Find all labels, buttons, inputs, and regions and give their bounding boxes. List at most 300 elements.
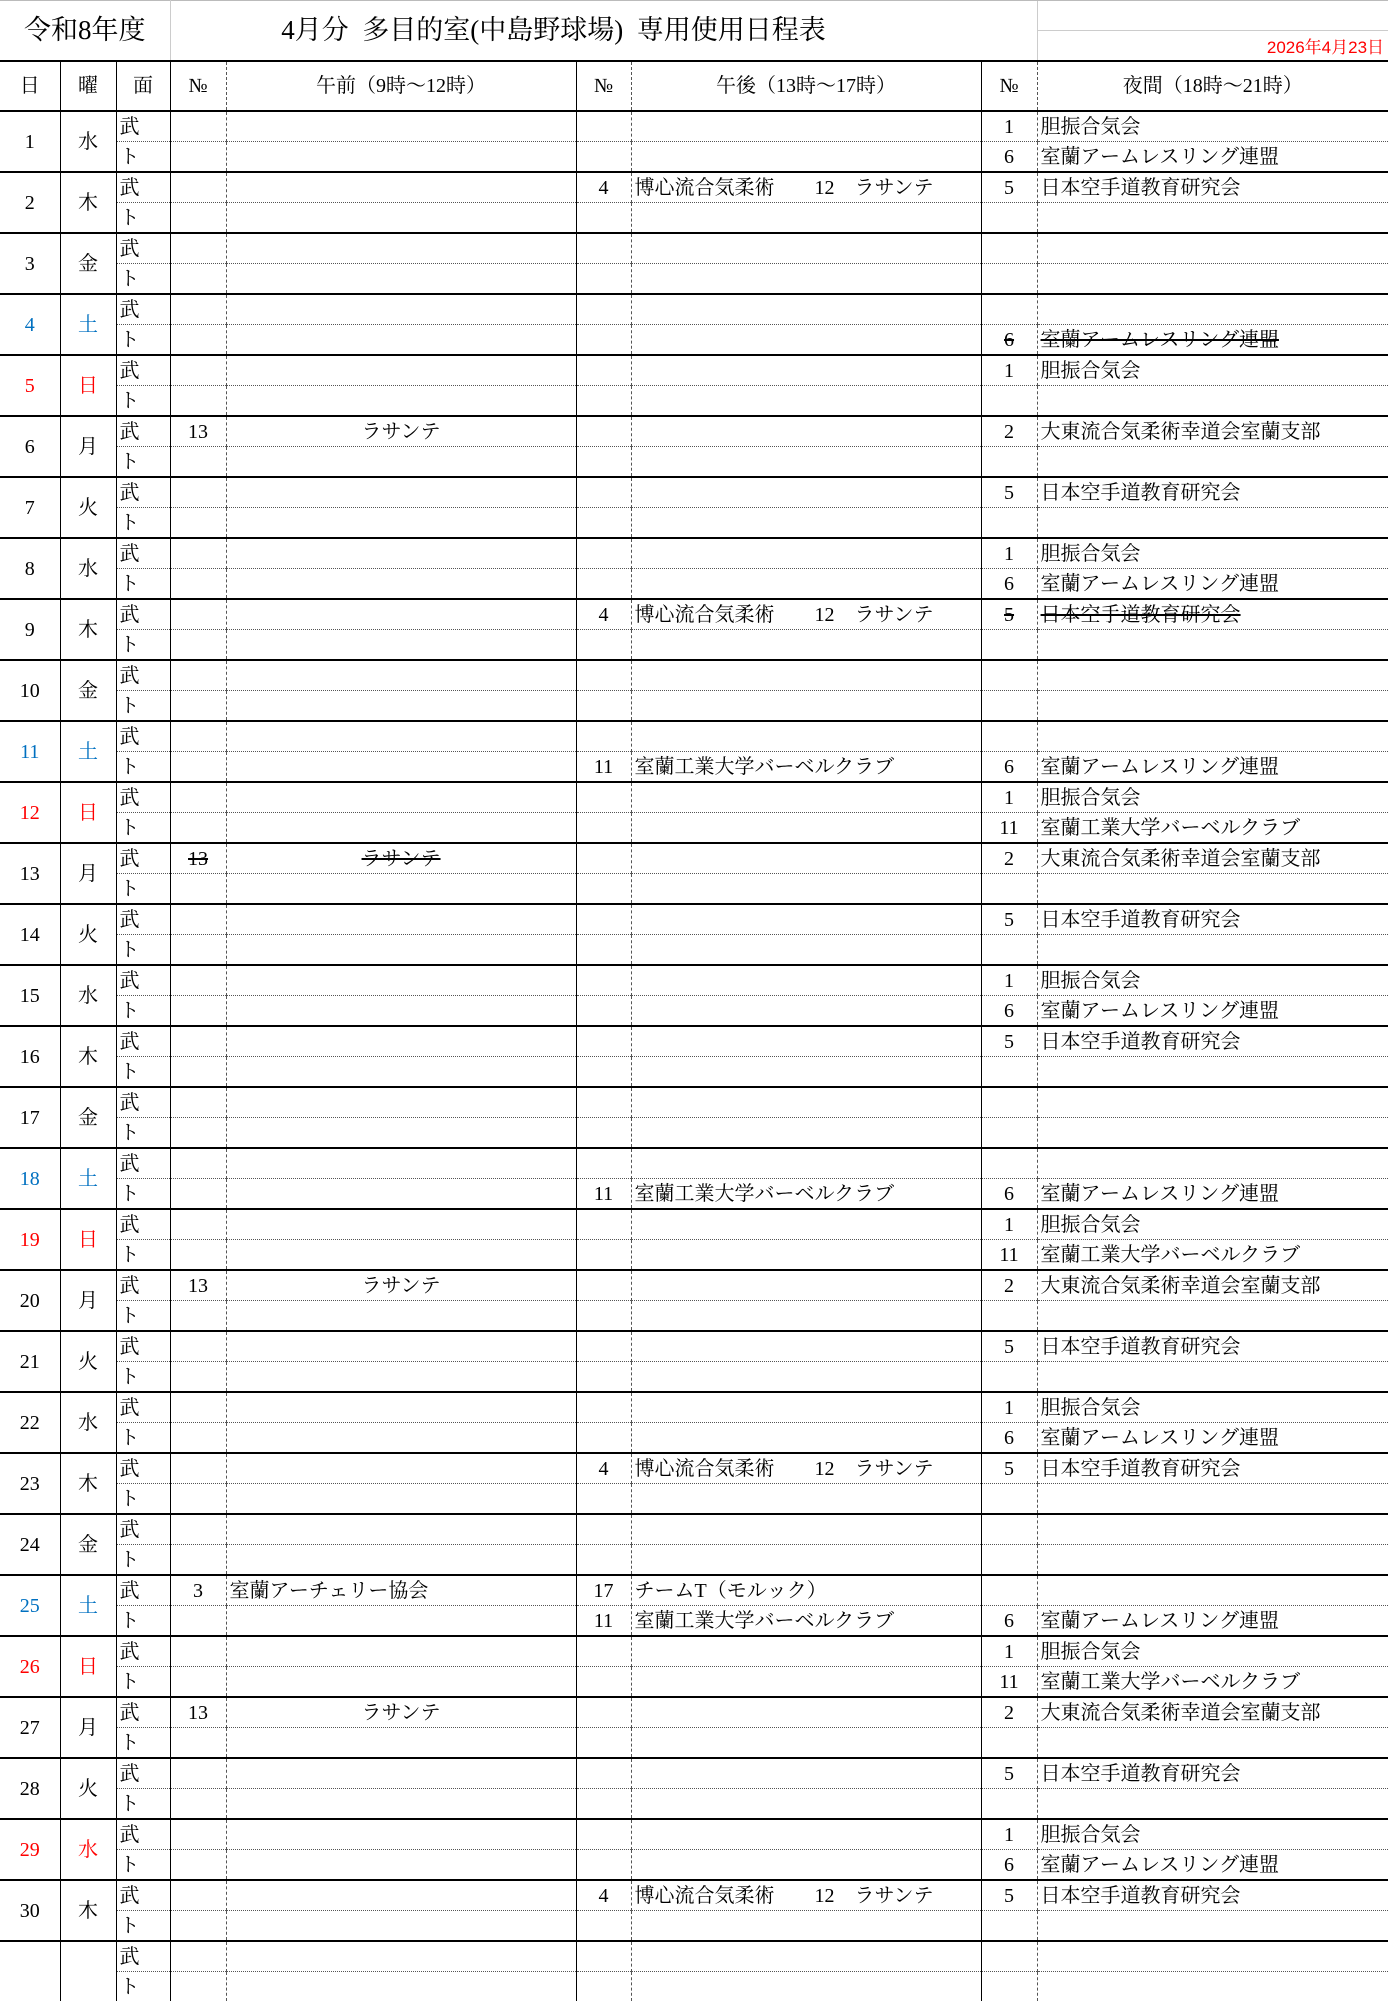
night-no [981,1789,1037,1820]
surface-label: 武 [116,416,170,447]
am-no [170,1667,226,1698]
surface-label: 武 [116,172,170,203]
pm-booking [631,935,981,966]
surface-label: 武 [116,1636,170,1667]
surface-label: 武 [116,1880,170,1911]
am-no [170,874,226,905]
night-booking [1037,1484,1388,1515]
weekday: 日 [60,355,116,416]
night-booking: 胆振合気会 [1037,1819,1388,1850]
pm-booking [631,477,981,508]
day-number: 16 [0,1026,60,1087]
am-booking [226,1911,576,1942]
pm-booking [631,1941,981,1972]
pm-booking [631,1118,981,1149]
night-no [981,1972,1037,2001]
pm-no [576,416,631,447]
surface-label: ト [116,813,170,844]
surface-label: 武 [116,233,170,264]
pm-no: 4 [576,599,631,630]
table-row [0,1728,1388,1759]
pm-no [576,1240,631,1271]
night-booking [1037,233,1388,264]
night-no [981,508,1037,539]
table-row [0,508,1388,539]
night-booking [1037,386,1388,417]
night-booking [1037,1148,1388,1179]
weekday: 土 [60,294,116,355]
surface-label: ト [116,630,170,661]
night-no [981,1514,1037,1545]
surface-label: ト [116,386,170,417]
night-no: 5 [981,1880,1037,1911]
am-booking [226,1453,576,1484]
night-no [981,1484,1037,1515]
pm-no [576,904,631,935]
night-booking [1037,1911,1388,1942]
surface-label: 武 [116,660,170,691]
am-booking [226,1758,576,1789]
am-booking [226,1728,576,1759]
night-booking: 室蘭アームレスリング連盟 [1037,1606,1388,1637]
pm-no [576,1697,631,1728]
surface-label: ト [116,935,170,966]
day-number [0,1941,60,2001]
night-booking: 室蘭工業大学バーベルクラブ [1037,813,1388,844]
night-booking: 大東流合気柔術幸道会室蘭支部 [1037,1270,1388,1301]
am-no [170,1514,226,1545]
day-number: 22 [0,1392,60,1453]
night-no: 1 [981,355,1037,386]
night-no: 6 [981,569,1037,600]
am-no [170,386,226,417]
pm-no [576,1087,631,1118]
pm-no [576,386,631,417]
table-row [0,569,1388,600]
pm-booking: 博心流合気柔術 12 ラサンテ [631,1453,981,1484]
pm-booking [631,355,981,386]
am-no [170,447,226,478]
pm-booking [631,264,981,295]
table-row [0,599,1388,630]
fiscal-year: 令和8年度 [0,1,170,62]
night-booking: 胆振合気会 [1037,111,1388,142]
night-booking: 日本空手道教育研究会 [1037,1453,1388,1484]
am-booking [226,1484,576,1515]
pm-booking [631,874,981,905]
night-booking [1037,630,1388,661]
surface-label: ト [116,1118,170,1149]
night-no [981,447,1037,478]
pm-no [576,996,631,1027]
night-booking: 室蘭工業大学バーベルクラブ [1037,1240,1388,1271]
pm-booking [631,1728,981,1759]
table-row [0,203,1388,234]
pm-no [576,1941,631,1972]
night-booking: 室蘭アームレスリング連盟 [1037,1423,1388,1454]
pm-no [576,1057,631,1088]
am-no [170,1606,226,1637]
am-no [170,752,226,783]
pm-booking [631,1362,981,1393]
night-no: 1 [981,1209,1037,1240]
night-no: 1 [981,1636,1037,1667]
am-no: 13 [170,1270,226,1301]
am-no [170,1148,226,1179]
am-no [170,1209,226,1240]
pm-no [576,1636,631,1667]
night-booking: 日本空手道教育研究会 [1037,1880,1388,1911]
pm-no [576,538,631,569]
am-no [170,1789,226,1820]
am-booking [226,660,576,691]
night-booking: 室蘭アームレスリング連盟 [1037,1179,1388,1210]
pm-booking [631,691,981,722]
pm-booking [631,721,981,752]
night-no: 6 [981,1606,1037,1637]
issue-date-cell [1037,1,1388,62]
am-booking [226,538,576,569]
am-no [170,1392,226,1423]
am-booking [226,142,576,173]
surface-label: ト [116,1789,170,1820]
pm-no [576,477,631,508]
pm-booking [631,1148,981,1179]
pm-no [576,843,631,874]
am-booking [226,1362,576,1393]
surface-label: 武 [116,1087,170,1118]
am-no [170,904,226,935]
pm-no: 11 [576,1606,631,1637]
pm-no [576,1514,631,1545]
pm-no [576,203,631,234]
pm-no [576,1423,631,1454]
am-booking [226,1392,576,1423]
weekday: 火 [60,904,116,965]
pm-booking [631,447,981,478]
night-booking [1037,1941,1388,1972]
day-number: 11 [0,721,60,782]
table-row [0,1209,1388,1240]
pm-booking [631,996,981,1027]
surface-label: ト [116,569,170,600]
night-no [981,203,1037,234]
pm-booking [631,111,981,142]
pm-no [576,965,631,996]
pm-booking [631,1514,981,1545]
night-no: 6 [981,1850,1037,1881]
am-no [170,1362,226,1393]
am-booking [226,752,576,783]
night-no [981,1148,1037,1179]
pm-no [576,294,631,325]
surface-label: 武 [116,1270,170,1301]
day-number: 14 [0,904,60,965]
surface-label: 武 [116,843,170,874]
am-booking [226,294,576,325]
table-row [0,660,1388,691]
night-no: 5 [981,904,1037,935]
pm-no [576,1209,631,1240]
night-booking: 室蘭アームレスリング連盟 [1037,569,1388,600]
column-header-row [0,61,1388,111]
col-weekday: 曜 [60,61,116,111]
surface-label: ト [116,1972,170,2001]
table-row [0,721,1388,752]
surface-label: 武 [116,904,170,935]
surface-label: 武 [116,1819,170,1850]
pm-no [576,1819,631,1850]
am-no [170,691,226,722]
weekday: 水 [60,111,116,172]
weekday: 月 [60,843,116,904]
pm-no [576,1789,631,1820]
am-booking [226,1972,576,2001]
col-pm: 午後（13時～17時） [631,61,981,111]
am-no [170,1331,226,1362]
table-row [0,1270,1388,1301]
night-no [981,874,1037,905]
table-row [0,1362,1388,1393]
table-row [0,1331,1388,1362]
pm-booking [631,569,981,600]
am-booking [226,630,576,661]
day-number: 25 [0,1575,60,1636]
night-booking: 胆振合気会 [1037,1636,1388,1667]
pm-no [576,782,631,813]
am-booking [226,1240,576,1271]
page-title: 4月分 多目的室(中島野球場) 専用使用日程表 [170,1,1037,62]
night-booking [1037,1514,1388,1545]
am-no [170,1087,226,1118]
night-booking [1037,508,1388,539]
night-booking: 室蘭アームレスリング連盟 [1037,996,1388,1027]
night-no: 1 [981,111,1037,142]
pm-booking [631,965,981,996]
surface-label: ト [116,1850,170,1881]
night-booking [1037,447,1388,478]
weekday: 水 [60,1819,116,1880]
am-booking [226,1545,576,1576]
am-no [170,294,226,325]
am-booking [226,477,576,508]
night-no: 5 [981,477,1037,508]
night-no: 6 [981,325,1037,356]
am-booking [226,1026,576,1057]
pm-booking [631,294,981,325]
weekday [60,1941,116,2001]
day-number: 15 [0,965,60,1026]
night-booking [1037,264,1388,295]
day-number: 21 [0,1331,60,1392]
pm-no [576,874,631,905]
surface-label: 武 [116,1575,170,1606]
pm-booking [631,1484,981,1515]
am-no [170,1240,226,1271]
am-no [170,142,226,173]
weekday: 月 [60,1697,116,1758]
am-booking [226,569,576,600]
pm-booking [631,1789,981,1820]
day-number: 20 [0,1270,60,1331]
am-booking [226,599,576,630]
am-booking: ラサンテ [226,416,576,447]
pm-no [576,1301,631,1332]
surface-label: ト [116,1484,170,1515]
pm-no [576,813,631,844]
pm-no [576,1362,631,1393]
table-row [0,477,1388,508]
pm-booking [631,904,981,935]
table-row [0,1179,1388,1210]
pm-booking [631,1240,981,1271]
night-no: 11 [981,1667,1037,1698]
night-booking [1037,1118,1388,1149]
night-no: 5 [981,1026,1037,1057]
night-booking [1037,1789,1388,1820]
am-booking [226,1087,576,1118]
pm-booking: 博心流合気柔術 12 ラサンテ [631,172,981,203]
am-no [170,355,226,386]
pm-booking [631,1758,981,1789]
surface-label: ト [116,996,170,1027]
night-booking: 日本空手道教育研究会 [1037,477,1388,508]
pm-booking [631,386,981,417]
pm-booking [631,538,981,569]
surface-label: 武 [116,1331,170,1362]
weekday: 木 [60,1026,116,1087]
table-row [0,1392,1388,1423]
surface-label: ト [116,447,170,478]
pm-no [576,1911,631,1942]
day-number: 5 [0,355,60,416]
weekday: 火 [60,1758,116,1819]
table-row [0,1697,1388,1728]
pm-booking [631,233,981,264]
table-row [0,1758,1388,1789]
pm-no [576,1026,631,1057]
pm-booking [631,1423,981,1454]
title-row [0,1,1388,62]
pm-no [576,508,631,539]
surface-label: ト [116,1545,170,1576]
am-booking [226,965,576,996]
surface-label: 武 [116,294,170,325]
day-number: 19 [0,1209,60,1270]
pm-no [576,1667,631,1698]
day-number: 28 [0,1758,60,1819]
night-booking: 日本空手道教育研究会 [1037,1331,1388,1362]
surface-label: ト [116,1911,170,1942]
pm-no [576,721,631,752]
weekday: 金 [60,233,116,294]
night-booking: 胆振合気会 [1037,355,1388,386]
night-booking: 胆振合気会 [1037,1209,1388,1240]
night-booking [1037,1087,1388,1118]
am-booking [226,111,576,142]
am-booking: ラサンテ [226,843,576,874]
night-no: 6 [981,752,1037,783]
am-booking [226,1636,576,1667]
am-no: 3 [170,1575,226,1606]
pm-booking [631,630,981,661]
night-booking: 日本空手道教育研究会 [1037,904,1388,935]
table-row [0,111,1388,142]
table-row [0,264,1388,295]
am-no: 13 [170,1697,226,1728]
am-no [170,1453,226,1484]
am-no [170,1057,226,1088]
pm-no [576,691,631,722]
day-number: 18 [0,1148,60,1209]
table-row [0,1575,1388,1606]
surface-label: ト [116,203,170,234]
day-number: 13 [0,843,60,904]
pm-booking [631,1301,981,1332]
surface-label: ト [116,1667,170,1698]
table-row [0,386,1388,417]
pm-booking [631,1850,981,1881]
day-number: 7 [0,477,60,538]
pm-no [576,264,631,295]
night-no: 2 [981,1697,1037,1728]
table-row [0,325,1388,356]
pm-no: 4 [576,1880,631,1911]
night-booking: 胆振合気会 [1037,782,1388,813]
am-no [170,630,226,661]
am-booking: 室蘭アーチェリー協会 [226,1575,576,1606]
am-booking [226,782,576,813]
pm-booking [631,1911,981,1942]
am-booking [226,264,576,295]
surface-label: ト [116,1362,170,1393]
am-no [170,325,226,356]
am-no [170,477,226,508]
pm-no [576,935,631,966]
am-booking [226,1301,576,1332]
surface-label: 武 [116,1148,170,1179]
table-row [0,1514,1388,1545]
am-booking [226,721,576,752]
weekday: 火 [60,1331,116,1392]
pm-no [576,660,631,691]
table-row [0,1148,1388,1179]
day-number: 4 [0,294,60,355]
night-booking [1037,1362,1388,1393]
pm-booking [631,1270,981,1301]
table-row [0,1667,1388,1698]
pm-no [576,355,631,386]
night-booking: 大東流合気柔術幸道会室蘭支部 [1037,1697,1388,1728]
pm-booking [631,843,981,874]
table-row [0,1850,1388,1881]
night-no [981,264,1037,295]
am-no [170,508,226,539]
am-booking [226,1057,576,1088]
night-booking: 大東流合気柔術幸道会室蘭支部 [1037,416,1388,447]
night-no: 1 [981,965,1037,996]
day-number: 8 [0,538,60,599]
day-number: 3 [0,233,60,294]
night-booking [1037,660,1388,691]
col-night-no: № [981,61,1037,111]
night-no: 1 [981,538,1037,569]
night-no: 11 [981,813,1037,844]
night-booking [1037,1728,1388,1759]
table-row [0,874,1388,905]
surface-label: 武 [116,1453,170,1484]
table-row [0,904,1388,935]
